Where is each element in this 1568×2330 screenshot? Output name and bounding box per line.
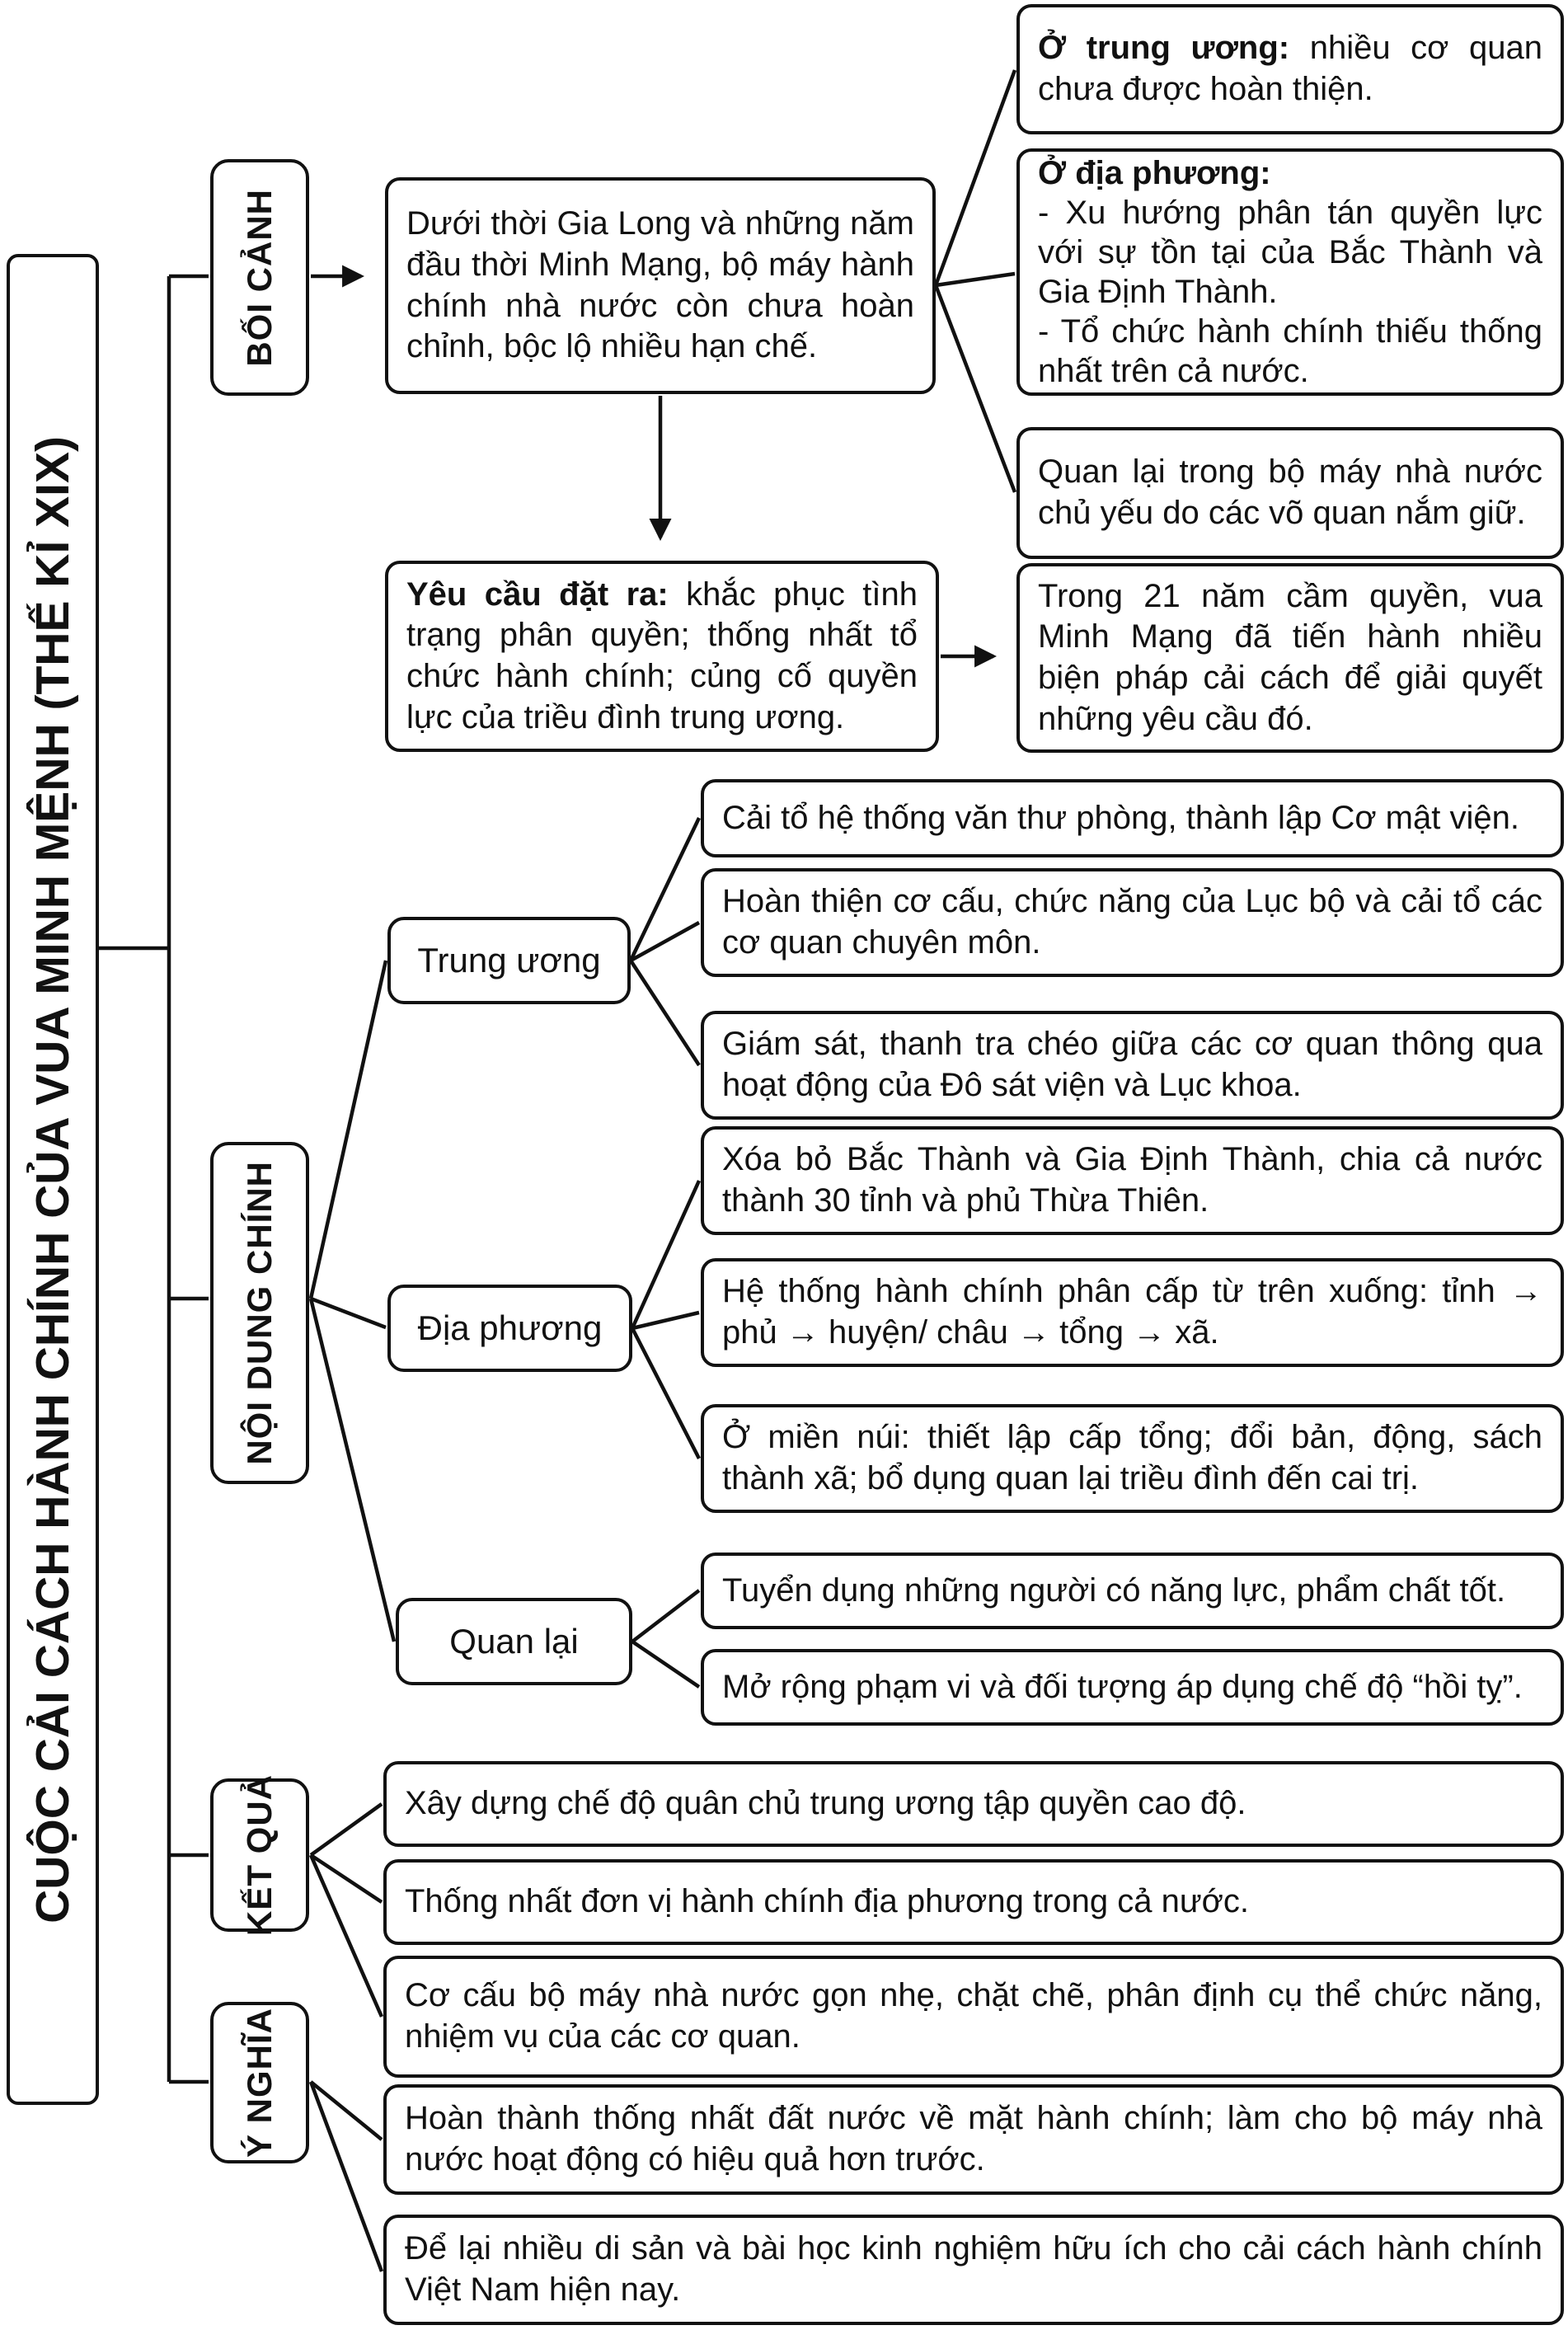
rest-text: nhiều cơ quan chưa được hoàn thiện. — [1038, 30, 1542, 107]
lead-text: Ở trung ương: — [1038, 30, 1290, 67]
section-label-boi-canh — [210, 159, 309, 396]
section-label-text: KẾT QUẢ — [239, 1774, 279, 1936]
box-text — [1038, 28, 1542, 110]
diagram-title-box — [7, 254, 99, 2105]
connector-trunguong-3 — [631, 961, 699, 1065]
node-quan-lai — [396, 1598, 632, 1685]
connector-intro-central — [936, 70, 1015, 285]
section-label-text: NỘI DUNG CHÍNH — [239, 1161, 279, 1465]
box-text: Xóa bỏ Bắc Thành và Gia Định Thành, chia cả nước thành 30 tỉnh và phủ Thừa Thiên. — [722, 1141, 1542, 1219]
box-ketqua-item-3 — [383, 1956, 1564, 2078]
box-text: Quan lại trong bộ máy nhà nước chủ yếu do các võ quan nắm giữ. — [1038, 453, 1542, 531]
box-text: Cải tổ hệ thống văn thư phòng, thành lập Cơ mật viện. — [722, 799, 1519, 836]
node-label: Trung ương — [417, 940, 601, 979]
box-text — [406, 575, 918, 738]
box-text: Thống nhất đơn vị hành chính địa phương trong cả nước. — [405, 1883, 1250, 1920]
box-text: Mở rộng phạm vi và đối tượng áp dụng chế độ “hồi tỵ”. — [722, 1668, 1523, 1705]
connector-quanlai-2 — [632, 1642, 699, 1687]
bullet-2: - Tổ chức hành chính thiếu thống nhất trên cả nước. — [1038, 313, 1542, 389]
connector-noidung-quanlai — [311, 1299, 394, 1642]
connector-noidung-diaphuong — [311, 1299, 386, 1327]
bullet-1: - Xu hướng phân tán quyền lực với sự tồn tại của Bắc Thành và Gia Định Thành. — [1038, 195, 1542, 310]
box-boicanh-officials — [1016, 427, 1564, 559]
box-text: Trong 21 năm cầm quyền, vua Minh Mạng đã tiến hành nhiều biện pháp cải cách để giải quyết những yêu cầu đó. — [1038, 577, 1542, 737]
connector-trunguong-1 — [631, 818, 699, 961]
box-boicanh-intro — [385, 177, 936, 394]
node-trung-uong — [387, 917, 631, 1004]
box-text: Dưới thời Gia Long và những năm đầu thời Minh Mạng, bộ máy hành chính nhà nước còn chưa hoàn chỉnh, bộc lộ nhiều hạn chế. — [406, 205, 914, 365]
box-trunguong-item-3 — [701, 1011, 1564, 1120]
connector-diaphuong-1 — [632, 1181, 699, 1328]
box-ketqua-item-1 — [383, 1761, 1564, 1847]
box-text: Tuyển dụng những người có năng lực, phẩm chất tốt. — [722, 1571, 1506, 1609]
box-quanlai-item-1 — [701, 1553, 1564, 1629]
section-label-text: BỐI CẢNH — [239, 188, 279, 367]
section-label-text: Ý NGHĨA — [239, 2008, 279, 2159]
box-text: Hệ thống hành chính phân cấp từ trên xuống: tỉnh → phủ → huyện/ châu → tổng → xã. — [722, 1273, 1542, 1351]
rest-text: khắc phục tình trạng phân quyền; thống nhất tổ chức hành chính; củng cố quyền lực của triều đình trung ương. — [406, 575, 918, 735]
section-label-ket-qua — [210, 1774, 309, 1936]
box-text: Hoàn thiện cơ cấu, chức năng của Lục bộ và cải tổ các cơ quan chuyên môn. — [722, 883, 1542, 961]
box-boicanh-central — [1016, 4, 1564, 134]
section-label-noi-dung-chinh — [210, 1142, 309, 1484]
section-label-y-nghia — [210, 2002, 309, 2163]
box-boicanh-local — [1016, 148, 1564, 396]
lead-text: Ở địa phương: — [1038, 155, 1271, 191]
box-text: Xây dựng chế độ quân chủ trung ương tập quyền cao độ. — [405, 1785, 1246, 1822]
node-label: Địa phương — [417, 1308, 603, 1347]
connector-noidung-trunguong — [311, 961, 386, 1299]
box-text: Để lại nhiều di sản và bài học kinh nghiệm hữu ích cho cải cách hành chính Việt Nam hiện nay. — [405, 2230, 1542, 2308]
box-ketqua-item-2 — [383, 1859, 1564, 1945]
node-label: Quan lại — [449, 1621, 579, 1661]
box-text: Hoàn thành thống nhất đất nước về mặt hành chính; làm cho bộ máy nhà nước hoạt động có hiệu quả hơn trước. — [405, 2100, 1542, 2177]
diagram-title: CUỘC CẢI CÁCH HÀNH CHÍNH CỦA VUA MINH MỆNH (THẾ KỈ XIX) — [26, 435, 79, 1924]
connector-diaphuong-3 — [632, 1328, 699, 1459]
box-text: Ở miền núi: thiết lập cấp tổng; đổi bản, động, sách thành xã; bổ dụng quan lại triều đình đến cai trị. — [722, 1419, 1542, 1496]
connector-intro-local — [936, 274, 1015, 285]
node-dia-phuong — [387, 1285, 632, 1372]
box-boicanh-response — [1016, 563, 1564, 753]
connector-diaphuong-2 — [632, 1313, 699, 1328]
box-boicanh-requirement — [385, 561, 939, 752]
box-trunguong-item-2 — [701, 868, 1564, 977]
box-ynghia-item-2 — [383, 2215, 1564, 2325]
connector-ketqua-1 — [311, 1804, 382, 1855]
box-text: Cơ cấu bộ máy nhà nước gọn nhẹ, chặt chẽ, phân định cụ thể chức năng, nhiệm vụ của các cơ quan. — [405, 1977, 1542, 2055]
box-diaphuong-item-3 — [701, 1404, 1564, 1513]
connector-intro-officials — [936, 285, 1015, 492]
box-text: Giám sát, thanh tra chéo giữa các cơ quan thông qua hoạt động của Đô sát viện và Lục khoa. — [722, 1026, 1542, 1103]
box-diaphuong-item-2 — [701, 1258, 1564, 1367]
box-trunguong-item-1 — [701, 779, 1564, 857]
box-text — [1038, 153, 1542, 391]
box-ynghia-item-1 — [383, 2084, 1564, 2195]
lead-text: Yêu cầu đặt ra: — [406, 575, 669, 613]
box-diaphuong-item-1 — [701, 1126, 1564, 1235]
connector-quanlai-1 — [632, 1590, 699, 1642]
box-quanlai-item-2 — [701, 1649, 1564, 1726]
